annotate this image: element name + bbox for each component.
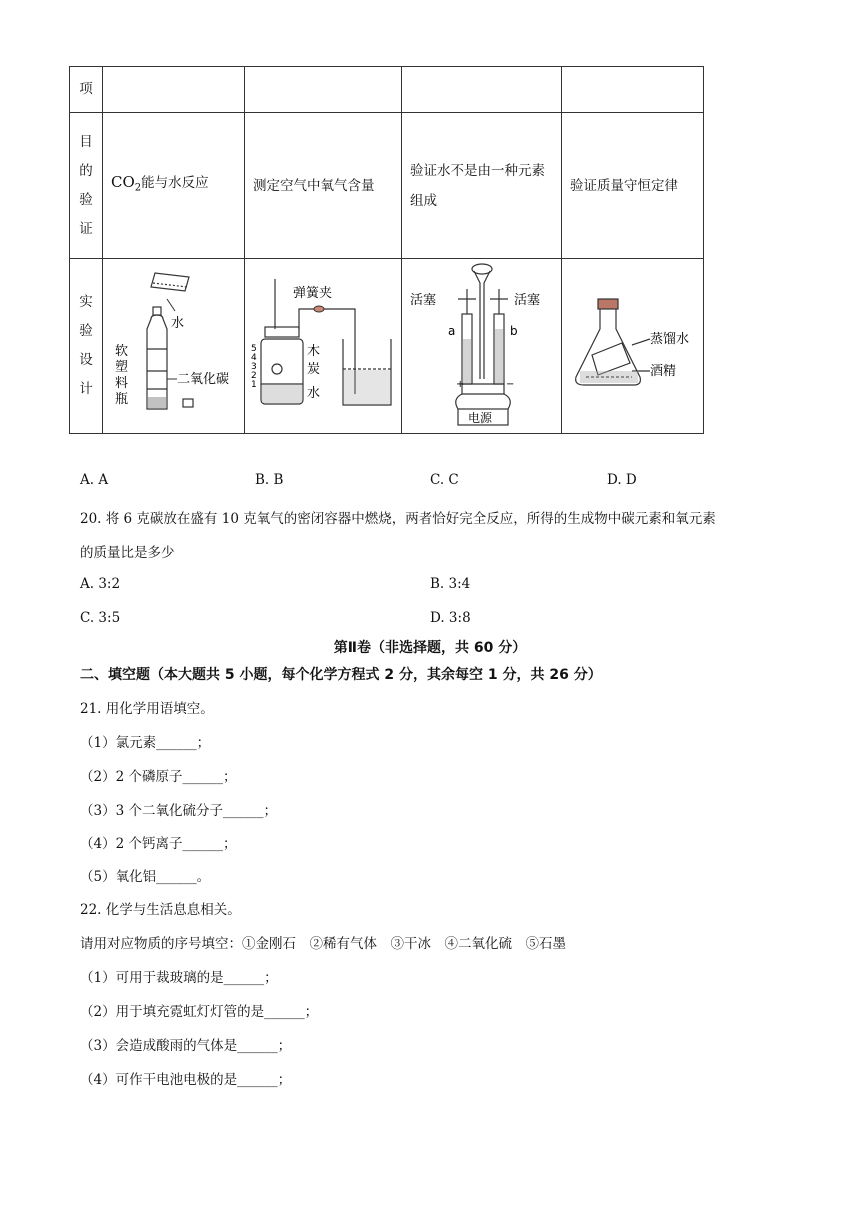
svg-text:料: 料 bbox=[115, 376, 129, 391]
label-water: 水 bbox=[171, 316, 185, 331]
q22-item: （4）可作干电池电极的是______； bbox=[80, 1072, 292, 1088]
q22-instruction: 请用对应物质的序号填空：①金刚石 ②稀有气体 ③干冰 ④二氧化硫 ⑤石墨 bbox=[80, 936, 566, 952]
label-water-b: 水 bbox=[307, 386, 321, 401]
svg-text:2: 2 bbox=[251, 371, 257, 381]
mass-conservation-diagram bbox=[562, 259, 702, 429]
diagram-b bbox=[245, 259, 402, 434]
svg-text:a: a bbox=[448, 324, 456, 338]
svg-text:3: 3 bbox=[251, 362, 257, 372]
q19-option-a[interactable]: A. A bbox=[80, 472, 109, 488]
label-co2: 二氧化碳 bbox=[177, 372, 230, 387]
q19-option-b[interactable]: B. B bbox=[255, 472, 284, 488]
label-alcohol: 酒精 bbox=[650, 364, 677, 379]
q21-item: （1）氯元素______； bbox=[80, 735, 211, 751]
svg-text:瓶: 瓶 bbox=[115, 392, 129, 407]
diagram-c bbox=[402, 259, 562, 434]
svg-text:b: b bbox=[510, 324, 518, 338]
table-row bbox=[70, 259, 704, 434]
label-clip: 弹簧夹 bbox=[293, 286, 333, 301]
row-label-purpose: 目 的 验 证 bbox=[70, 113, 103, 259]
svg-text:−: − bbox=[506, 379, 515, 390]
q21-item: （5）氧化铝______。 bbox=[80, 869, 211, 885]
row-label-design: 实 验 设 计 bbox=[70, 259, 103, 434]
svg-text:1: 1 bbox=[251, 380, 257, 390]
oxygen-measure-diagram bbox=[245, 259, 401, 429]
label-power: 电源 bbox=[468, 411, 493, 425]
q21-stem: 21. 用化学用语填空。 bbox=[80, 701, 214, 717]
purpose-a: $CO_2$能与水反应 bbox=[103, 113, 245, 259]
table-row bbox=[70, 67, 704, 113]
diagram-d bbox=[562, 259, 704, 434]
purpose-c: 验证水不是由一种元素组成 bbox=[402, 113, 562, 259]
q22-item: （1）可用于裁玻璃的是______； bbox=[80, 970, 278, 986]
q20-option-a[interactable]: A. 3:2 bbox=[80, 576, 121, 592]
label-valve-right: 活塞 bbox=[514, 293, 541, 308]
purpose-d: 验证质量守恒定律 bbox=[562, 113, 704, 259]
q22-stem: 22. 化学与生活息息相关。 bbox=[80, 902, 241, 918]
diagram-a bbox=[103, 259, 245, 434]
q22-item: （2）用于填充霓虹灯灯管的是______； bbox=[80, 1004, 319, 1020]
q21-item: （2）2 个磷原子______； bbox=[80, 769, 237, 785]
q19-option-c[interactable]: C. C bbox=[430, 472, 459, 488]
experiment-table bbox=[69, 66, 704, 434]
q20-stem-line2: 的质量比是多少 bbox=[80, 545, 175, 561]
row-label-cont: 项 bbox=[70, 67, 103, 113]
q20-option-b[interactable]: B. 3:4 bbox=[430, 576, 471, 592]
svg-text:4: 4 bbox=[251, 353, 257, 363]
q20-option-d[interactable]: D. 3:8 bbox=[430, 610, 471, 626]
purpose-b: 测定空气中氧气含量 bbox=[245, 113, 402, 259]
section-title: 第Ⅱ卷（非选择题，共 60 分） bbox=[333, 640, 527, 656]
svg-text:软: 软 bbox=[115, 344, 129, 359]
label-valve-left: 活塞 bbox=[410, 293, 437, 308]
q22-item: （3）会造成酸雨的气体是______； bbox=[80, 1038, 292, 1054]
label-distilled-water: 蒸馏水 bbox=[650, 332, 690, 347]
svg-text:塑: 塑 bbox=[115, 360, 129, 375]
co2-bottle-diagram bbox=[103, 259, 243, 429]
svg-text:木: 木 bbox=[307, 344, 321, 359]
svg-text:+: + bbox=[456, 379, 465, 390]
section-heading: 二、填空题（本大题共 5 小题，每个化学方程式 2 分，其余每空 1 分，共 26 分） bbox=[80, 667, 602, 683]
svg-text:5: 5 bbox=[251, 344, 257, 354]
q20-stem-line1: 20. 将 6 克碳放在盛有 10 克氧气的密闭容器中燃烧，两者恰好完全反应，所得的生成物中碳元素和氧元素 bbox=[80, 511, 716, 527]
q20-option-c[interactable]: C. 3:5 bbox=[80, 610, 121, 626]
svg-text:炭: 炭 bbox=[307, 362, 321, 377]
q19-option-d[interactable]: D. D bbox=[607, 472, 637, 488]
q21-item: （3）3 个二氧化硫分子______； bbox=[80, 803, 277, 819]
q21-item: （4）2 个钙离子______； bbox=[80, 836, 237, 852]
table-row bbox=[70, 113, 704, 259]
electrolysis-diagram bbox=[402, 259, 560, 429]
